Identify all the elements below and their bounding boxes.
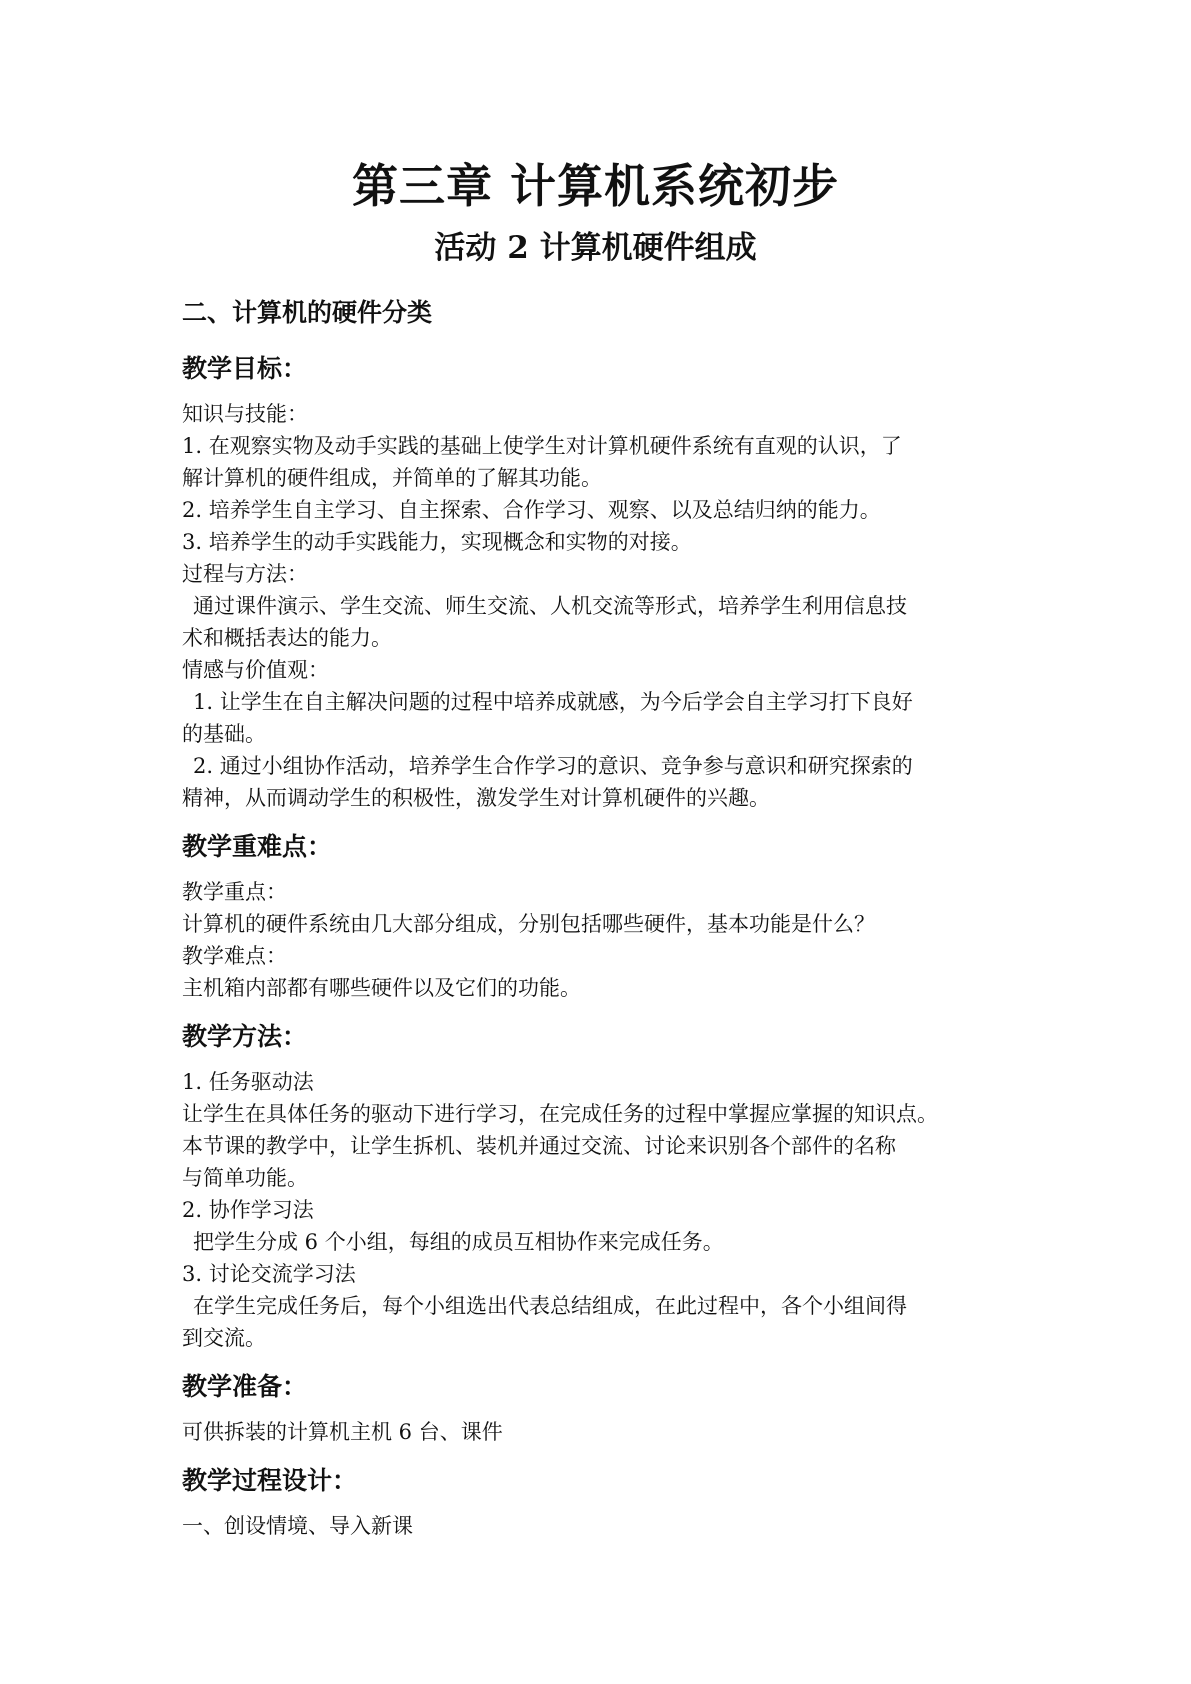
process-line: 通过课件演示、学生交流、师生交流、人机交流等形式，培养学生利用信息技 [193, 594, 907, 618]
methods-heading: 教学方法： [182, 1022, 308, 1051]
knowledge-line: 解计算机的硬件组成，并简单的了解其功能。 [182, 466, 602, 490]
document-subtitle: 活动 2 计算机硬件组成 [434, 230, 757, 266]
emotion-line: 1. 让学生在自主解决问题的过程中培养成就感，为今后学会自主学习打下良好 [193, 690, 913, 714]
difficulty-text: 主机箱内部都有哪些硬件以及它们的功能。 [182, 976, 581, 1000]
section-title: 二、计算机的硬件分类 [182, 298, 433, 327]
difficulty-label: 教学难点： [182, 944, 287, 968]
emotion-line: 精神，从而调动学生的积极性，激发学生对计算机硬件的兴趣。 [182, 786, 770, 810]
process-line: 术和概括表达的能力。 [182, 626, 392, 650]
emotion-line: 的基础。 [182, 722, 266, 746]
knowledge-line: 2. 培养学生自主学习、自主探索、合作学习、观察、以及总结归纳的能力。 [182, 498, 881, 522]
preparation-text: 可供拆装的计算机主机 6 台、课件 [182, 1420, 503, 1444]
focus-text: 计算机的硬件系统由几大部分组成，分别包括哪些硬件，基本功能是什么？ [182, 912, 875, 936]
method-line: 让学生在具体任务的驱动下进行学习，在完成任务的过程中掌握应掌握的知识点。 [182, 1102, 938, 1126]
knowledge-label: 知识与技能： [182, 402, 308, 426]
emotion-label: 情感与价值观： [182, 658, 329, 682]
method-line: 到交流。 [182, 1326, 266, 1350]
document-body [182, 296, 1022, 1542]
process-design-heading: 教学过程设计： [182, 1466, 358, 1495]
knowledge-line: 3. 培养学生的动手实践能力，实现概念和实物的对接。 [182, 530, 692, 554]
objectives-heading: 教学目标： [182, 354, 308, 383]
document-title: 第三章 计算机系统初步 [351, 159, 839, 213]
method-title: 1. 任务驱动法 [182, 1070, 314, 1094]
method-title: 2. 协作学习法 [182, 1198, 314, 1222]
method-line: 本节课的教学中，让学生拆机、装机并通过交流、讨论来识别各个部件的名称 [182, 1134, 896, 1158]
process-step: 一、创设情境、导入新课 [182, 1514, 413, 1538]
method-line: 与简单功能。 [182, 1166, 308, 1190]
key-points-heading: 教学重难点： [182, 832, 333, 861]
process-label: 过程与方法： [182, 562, 308, 586]
focus-label: 教学重点： [182, 880, 287, 904]
method-line: 把学生分成 6 个小组，每组的成员互相协作来完成任务。 [193, 1230, 724, 1254]
preparation-heading: 教学准备： [182, 1372, 308, 1401]
method-line: 在学生完成任务后，每个小组选出代表总结组成，在此过程中，各个小组间得 [193, 1294, 907, 1318]
knowledge-line: 1. 在观察实物及动手实践的基础上使学生对计算机硬件系统有直观的认识，了 [182, 434, 902, 458]
method-title: 3. 讨论交流学习法 [182, 1262, 356, 1286]
emotion-line: 2. 通过小组协作活动，培养学生合作学习的意识、竞争参与意识和研究探索的 [193, 754, 913, 778]
